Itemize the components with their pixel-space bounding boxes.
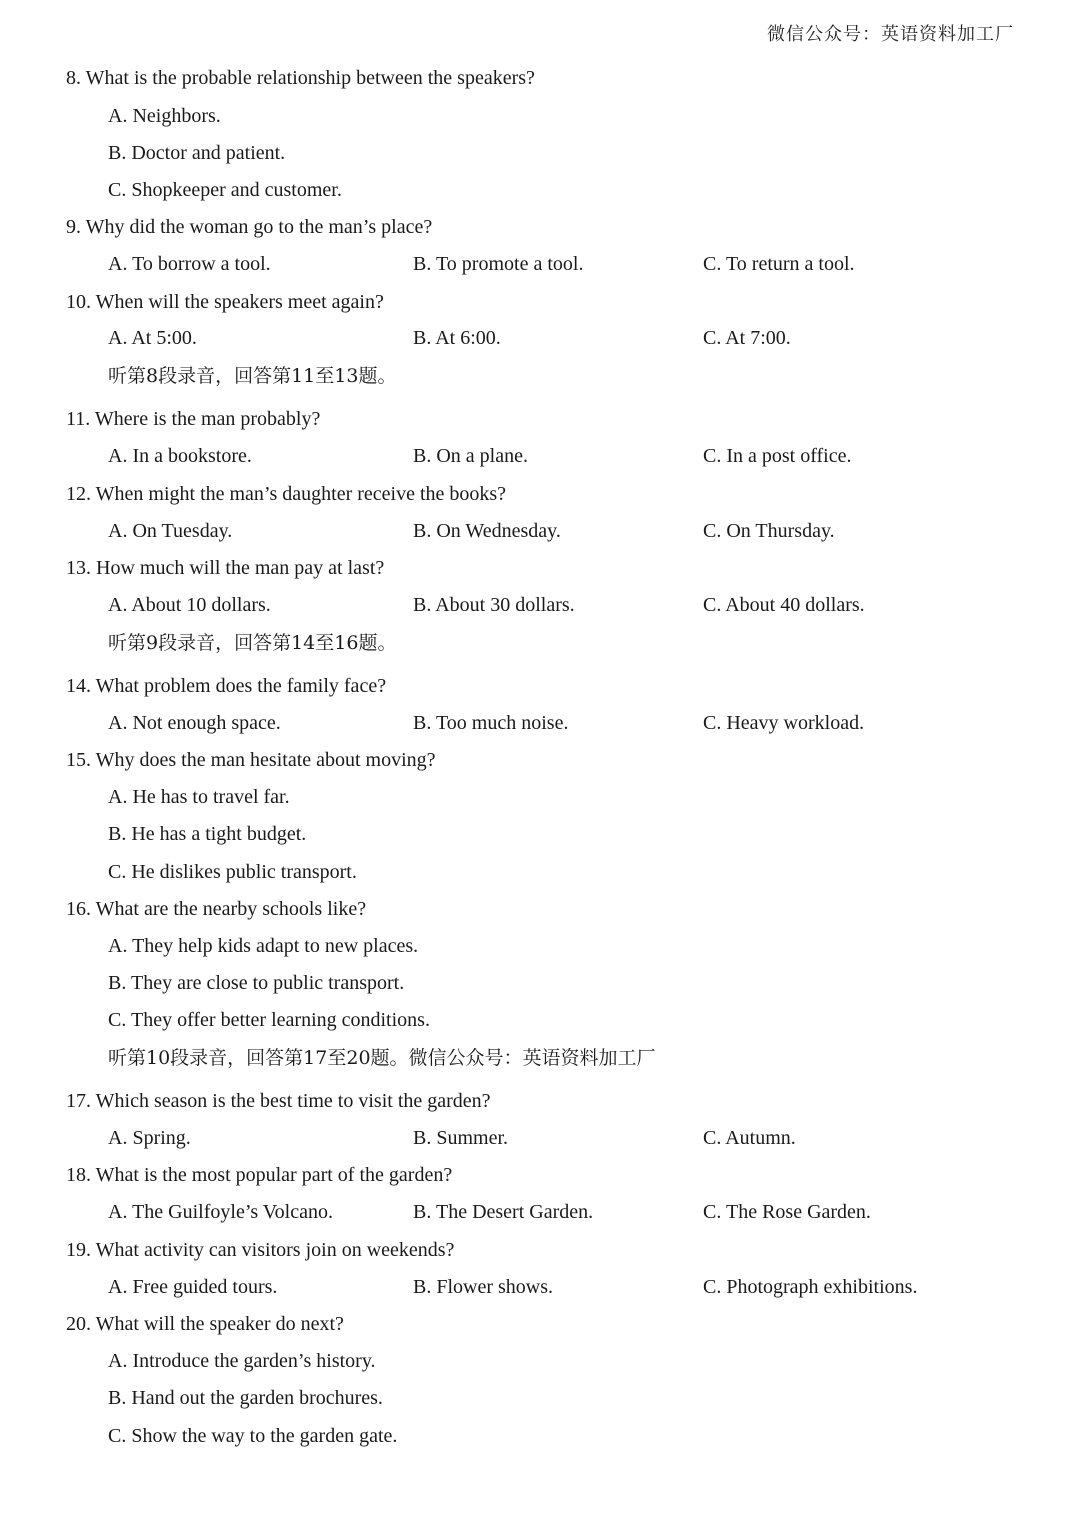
- option-11a: A. In a bookstore.: [108, 445, 252, 467]
- question-18: 18. What is the most popular part of the garden?: [66, 1164, 453, 1186]
- option-8a: A. Neighbors.: [108, 105, 221, 127]
- option-17c: C. Autumn.: [703, 1127, 796, 1149]
- question-12: 12. When might the man’s daughter receive the books?: [66, 483, 507, 505]
- section-instruction-10: 听第10段录音，回答第17至20题。微信公众号：英语资料加工厂: [108, 1047, 656, 1069]
- option-17a: A. Spring.: [108, 1127, 191, 1149]
- option-16a: A. They help kids adapt to new places.: [108, 935, 419, 957]
- question-10: 10. When will the speakers meet again?: [66, 291, 384, 313]
- option-14b: B. Too much noise.: [413, 712, 569, 734]
- option-14c: C. Heavy workload.: [703, 712, 865, 734]
- question-11: 11. Where is the man probably?: [66, 408, 321, 430]
- option-15a: A. He has to travel far.: [108, 786, 290, 808]
- option-10b: B. At 6:00.: [413, 327, 501, 349]
- question-15: 15. Why does the man hesitate about moving?: [66, 749, 436, 771]
- option-15b: B. He has a tight budget.: [108, 823, 307, 845]
- page-header-watermark: 微信公众号：英语资料加工厂: [767, 24, 1014, 45]
- option-9c: C. To return a tool.: [703, 253, 855, 275]
- option-12c: C. On Thursday.: [703, 520, 835, 542]
- option-8b: B. Doctor and patient.: [108, 142, 286, 164]
- option-13b: B. About 30 dollars.: [413, 594, 575, 616]
- question-20: 20. What will the speaker do next?: [66, 1313, 344, 1335]
- section-instruction-9: 听第9段录音，回答第14至16题。: [108, 632, 397, 654]
- option-8c: C. Shopkeeper and customer.: [108, 179, 342, 201]
- option-17b: B. Summer.: [413, 1127, 509, 1149]
- option-18a: A. The Guilfoyle’s Volcano.: [108, 1201, 333, 1223]
- option-20a: A. Introduce the garden’s history.: [108, 1350, 376, 1372]
- option-19a: A. Free guided tours.: [108, 1276, 278, 1298]
- option-15c: C. He dislikes public transport.: [108, 861, 357, 883]
- option-19b: B. Flower shows.: [413, 1276, 554, 1298]
- option-18c: C. The Rose Garden.: [703, 1201, 871, 1223]
- question-8: 8. What is the probable relationship between the speakers?: [66, 67, 535, 89]
- option-9b: B. To promote a tool.: [413, 253, 584, 275]
- option-10a: A. At 5:00.: [108, 327, 197, 349]
- option-12a: A. On Tuesday.: [108, 520, 233, 542]
- option-11c: C. In a post office.: [703, 445, 852, 467]
- question-16: 16. What are the nearby schools like?: [66, 898, 367, 920]
- question-17: 17. Which season is the best time to visit the garden?: [66, 1090, 491, 1112]
- option-11b: B. On a plane.: [413, 445, 528, 467]
- option-10c: C. At 7:00.: [703, 327, 791, 349]
- option-16b: B. They are close to public transport.: [108, 972, 405, 994]
- option-9a: A. To borrow a tool.: [108, 253, 271, 275]
- option-20b: B. Hand out the garden brochures.: [108, 1387, 383, 1409]
- option-14a: A. Not enough space.: [108, 712, 281, 734]
- question-19: 19. What activity can visitors join on weekends?: [66, 1239, 455, 1261]
- option-19c: C. Photograph exhibitions.: [703, 1276, 918, 1298]
- question-9: 9. Why did the woman go to the man’s place?: [66, 216, 433, 238]
- question-14: 14. What problem does the family face?: [66, 675, 387, 697]
- section-instruction-8: 听第8段录音，回答第11至13题。: [108, 365, 397, 387]
- question-13: 13. How much will the man pay at last?: [66, 557, 385, 579]
- option-20c: C. Show the way to the garden gate.: [108, 1425, 398, 1447]
- option-13c: C. About 40 dollars.: [703, 594, 865, 616]
- option-13a: A. About 10 dollars.: [108, 594, 271, 616]
- option-16c: C. They offer better learning conditions.: [108, 1009, 430, 1031]
- option-12b: B. On Wednesday.: [413, 520, 561, 542]
- option-18b: B. The Desert Garden.: [413, 1201, 594, 1223]
